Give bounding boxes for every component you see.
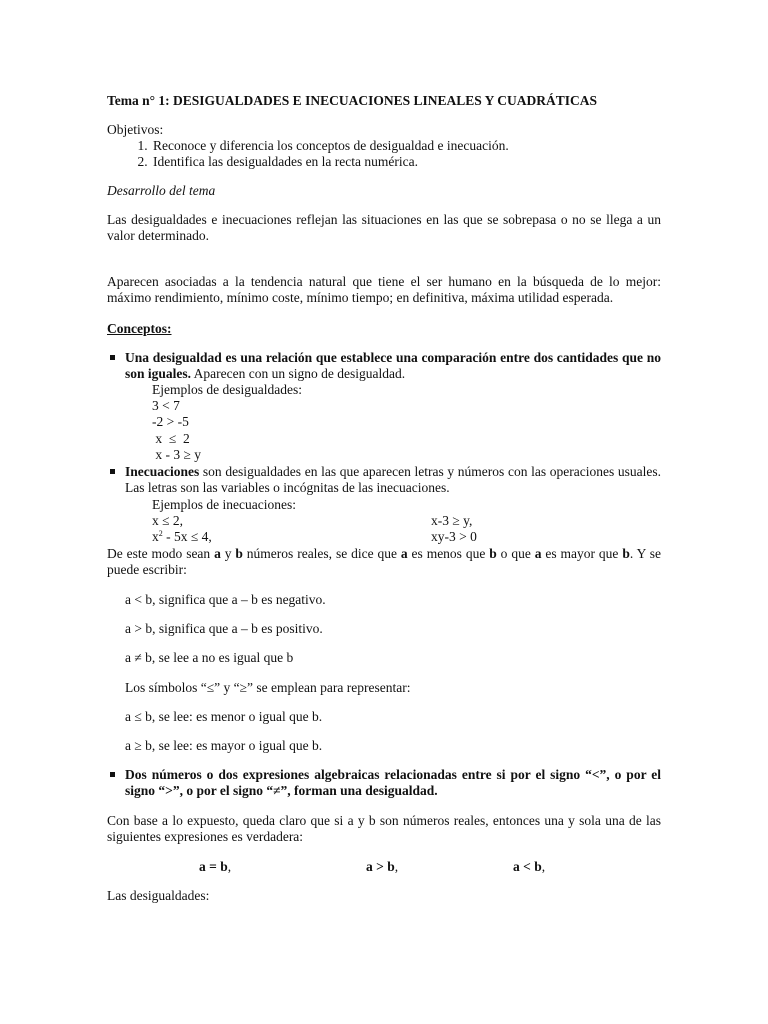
definition-line: a < b, significa que a – b es negativo.	[125, 592, 326, 607]
definition-line: a ≥ b, se lee: es mayor o igual que b.	[125, 738, 323, 753]
paragraph-intro: Las desigualdades e inecuaciones reflejan las situaciones en las que se sobrepasa o no se llega a un valor determinado.	[107, 212, 661, 243]
page-title: Tema n° 1: DESIGUALDADES E INECUACIONES LINEALES Y CUADRÁTICAS	[107, 93, 597, 108]
objectives-heading: Objetivos:	[107, 122, 164, 137]
objectives-section	[107, 122, 661, 170]
example-item: $x^2 - 5x \le 4$,	[152, 529, 212, 544]
paragraph-definition: De este modo sean a y b números reales, se dice que a es menos que b o que a es mayor que b. Y se puede escribir:	[107, 546, 662, 577]
objective-item: 1. Reconoce y diferencia los conceptos de desigualdad e inecuación.	[151, 138, 661, 154]
objective-item: 2. Identifica las desigualdades en la recta numérica.	[151, 154, 661, 170]
example-item: x ≤ 2	[155, 431, 190, 446]
case-expression: a > b,	[366, 859, 399, 874]
closing-line: Las desigualdades:	[107, 888, 210, 903]
bullet-icon	[110, 772, 115, 777]
bullet-text: son desigualdades en las que aparecen letras y números con las operaciones usuales. Las letras son las variables o incógnitas de las inecuaciones.	[125, 464, 661, 495]
bullet-inecuaciones	[107, 464, 661, 496]
example-item: -2 > -5	[152, 414, 189, 429]
bullet-bold-text: Una desigualdad es una relación que establece una comparación entre dos cantidades que no son iguales.	[125, 350, 661, 381]
example-item: x - 3 ≥ y	[155, 447, 202, 462]
example-item: xy-3 > 0	[431, 529, 477, 544]
examples-label: Ejemplos de desigualdades:	[152, 382, 302, 397]
paragraph-motivation: Aparecen asociadas a la tendencia natural que tiene el ser humano en la búsqueda de lo mejor: máximo rendimiento, mínimo coste, mínimo tiempo; en definitiva, máxima utilidad esperada.	[107, 274, 661, 305]
concepts-heading: Conceptos:	[107, 321, 172, 336]
case-expression: a < b,	[513, 859, 546, 874]
definition-line: a ≤ b, se lee: es menor o igual que b.	[125, 709, 323, 724]
example-item: x ≤ 2,	[152, 513, 184, 528]
bullet-bold-text: Dos números o dos expresiones algebraicas relacionadas entre si por el signo “<”, o por el signo “>”, o por el signo “≠”, forman una desigualdad.	[125, 767, 661, 798]
definition-line: Los símbolos “≤” y “≥” se emplean para representar:	[125, 680, 411, 695]
examples-label: Ejemplos de inecuaciones:	[152, 497, 296, 512]
objectives-list	[107, 138, 661, 170]
example-item: 3 < 7	[152, 398, 180, 413]
definition-line: a > b, significa que a – b es positivo.	[125, 621, 323, 636]
bullet-bold-text: Inecuaciones	[125, 464, 200, 479]
bullet-desigualdad	[107, 350, 661, 382]
case-expression: a = b,	[199, 859, 232, 874]
paragraph-conclusion: Con base a lo expuesto, queda claro que si a y b son números reales, entonces una y sola una de las siguientes expresiones es verdadera:	[107, 813, 661, 844]
definition-line: a ≠ b, se lee a no es igual que b	[125, 650, 294, 665]
bullet-text: Aparecen con un signo de desigualdad.	[191, 366, 406, 381]
bullet-expresiones	[107, 767, 661, 799]
bullet-icon	[110, 355, 115, 360]
example-item: x-3 ≥ y,	[431, 513, 473, 528]
bullet-icon	[110, 469, 115, 474]
development-heading: Desarrollo del tema	[107, 183, 216, 198]
